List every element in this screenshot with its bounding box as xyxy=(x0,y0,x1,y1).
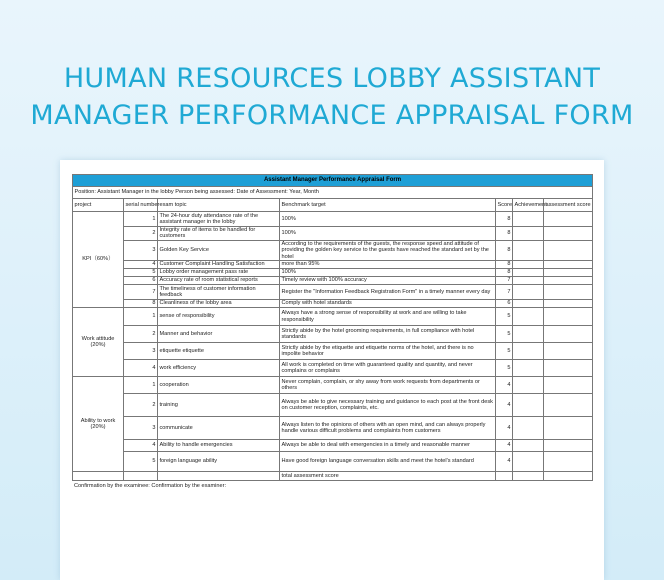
benchmark-target-cell: more than 95% xyxy=(280,261,496,269)
achievement-cell xyxy=(513,227,544,241)
score-cell: 4 xyxy=(496,440,513,452)
benchmark-target-cell: Register the "Information Feedback Registration Form" in a timely manner every day xyxy=(280,285,496,300)
score-cell: 7 xyxy=(496,285,513,300)
achievement-cell xyxy=(513,452,544,472)
total-assessment-label: total assessment score xyxy=(280,472,496,481)
header-score: Score xyxy=(496,199,513,212)
serial-number-cell: 7 xyxy=(124,285,158,300)
group-name xyxy=(73,377,124,472)
serial-number-cell: 5 xyxy=(124,269,158,277)
page-title xyxy=(0,60,664,134)
exam-topic-cell: Accuracy rate of room statistical reports xyxy=(158,277,280,285)
total-empty-1 xyxy=(73,472,124,481)
header-project: project xyxy=(73,199,124,212)
achievement-cell xyxy=(513,277,544,285)
page-title-line-1: HUMAN RESOURCES LOBBY ASSISTANT xyxy=(63,63,601,94)
assessment-score-cell xyxy=(544,343,593,360)
serial-number-cell: 2 xyxy=(124,227,158,241)
score-cell: 8 xyxy=(496,227,513,241)
serial-number-cell: 5 xyxy=(124,452,158,472)
achievement-cell xyxy=(513,417,544,440)
group-name-label: Ability to work (20%) xyxy=(80,417,116,431)
table-row xyxy=(73,452,593,472)
score-cell: 7 xyxy=(496,277,513,285)
score-cell: 5 xyxy=(496,360,513,377)
benchmark-target-cell: Strictly abide by the hotel grooming requirements, in full compliance with hotel standards xyxy=(280,326,496,343)
serial-number-cell: 1 xyxy=(124,377,158,394)
exam-topic-cell: training xyxy=(158,394,280,417)
serial-number-cell: 3 xyxy=(124,343,158,360)
serial-number-cell: 4 xyxy=(124,360,158,377)
achievement-cell xyxy=(513,308,544,326)
assessment-score-cell xyxy=(544,285,593,300)
banner-row xyxy=(73,175,593,187)
serial-number-cell: 3 xyxy=(124,240,158,260)
total-empty-6 xyxy=(544,472,593,481)
benchmark-target-cell: All work is completed on time with guaranteed quality and quantity, and never complains or complains xyxy=(280,360,496,377)
benchmark-target-cell: 100% xyxy=(280,212,496,227)
total-empty-4 xyxy=(496,472,513,481)
total-row xyxy=(73,472,593,481)
header-achievement: Achievement xyxy=(513,199,544,212)
group-name-label: Work attitude (20%) xyxy=(81,335,115,349)
serial-number-cell: 4 xyxy=(124,440,158,452)
score-cell: 8 xyxy=(496,240,513,260)
score-cell: 8 xyxy=(496,261,513,269)
achievement-cell xyxy=(513,269,544,277)
table-row xyxy=(73,277,593,285)
exam-topic-cell: Customer Complaint Handling Satisfaction xyxy=(158,261,280,269)
serial-number-cell: 6 xyxy=(124,277,158,285)
score-cell: 4 xyxy=(496,394,513,417)
form-banner: Assistant Manager Performance Appraisal Form xyxy=(73,175,593,187)
benchmark-target-cell: Always be able to deal with emergencies in a timely and reasonable manner xyxy=(280,440,496,452)
benchmark-target-cell: 100% xyxy=(280,227,496,241)
score-cell: 8 xyxy=(496,212,513,227)
assessment-score-cell xyxy=(544,212,593,227)
header-assessment-score: assessment score xyxy=(544,199,593,212)
assessment-score-cell xyxy=(544,261,593,269)
table-row xyxy=(73,326,593,343)
assessment-score-cell xyxy=(544,269,593,277)
achievement-cell xyxy=(513,261,544,269)
spreadsheet-preview xyxy=(60,160,604,580)
assessment-score-cell xyxy=(544,360,593,377)
assessment-score-cell xyxy=(544,277,593,285)
benchmark-target-cell: Timely review with 100% accuracy xyxy=(280,277,496,285)
benchmark-target-cell: 100% xyxy=(280,269,496,277)
exam-topic-cell: Cleanliness of the lobby area xyxy=(158,300,280,308)
serial-number-cell: 8 xyxy=(124,300,158,308)
exam-topic-cell: sense of responsibility xyxy=(158,308,280,326)
table-row xyxy=(73,300,593,308)
benchmark-target-cell: Comply with hotel standards xyxy=(280,300,496,308)
exam-topic-cell: communicate xyxy=(158,417,280,440)
exam-topic-cell: etiquette etiquette xyxy=(158,343,280,360)
total-empty-2 xyxy=(124,472,158,481)
benchmark-target-cell: Never complain, complain, or shy away from work requests from departments or others xyxy=(280,377,496,394)
achievement-cell xyxy=(513,394,544,417)
benchmark-target-cell: Always be able to give necessary training and guidance to each post at the front desk on customer reception, complaints, etc. xyxy=(280,394,496,417)
assessment-score-cell xyxy=(544,394,593,417)
score-cell: 8 xyxy=(496,269,513,277)
exam-topic-cell: Golden Key Service xyxy=(158,240,280,260)
achievement-cell xyxy=(513,300,544,308)
table-row xyxy=(73,227,593,241)
total-empty-5 xyxy=(513,472,544,481)
serial-number-cell: 4 xyxy=(124,261,158,269)
achievement-cell xyxy=(513,285,544,300)
serial-number-cell: 2 xyxy=(124,394,158,417)
group-name-label: KPI（60%） xyxy=(82,256,114,263)
header-exam-topic: exam topic xyxy=(158,199,280,212)
assessment-score-cell xyxy=(544,227,593,241)
position-row xyxy=(73,187,593,199)
assessment-score-cell xyxy=(544,377,593,394)
benchmark-target-cell: Always listen to the opinions of others with an open mind, and can always properly handle various difficult problems and complaints from customers xyxy=(280,417,496,440)
header-serial-number: serial number xyxy=(124,199,158,212)
exam-topic-cell: Integrity rate of items to be handled for customers xyxy=(158,227,280,241)
score-cell: 6 xyxy=(496,300,513,308)
score-cell: 4 xyxy=(496,377,513,394)
table-row xyxy=(73,360,593,377)
position-line: Position: Assistant Manager in the lobby Person being assessed: Date of Assessment: Year, Month xyxy=(73,187,593,199)
table-row xyxy=(73,269,593,277)
achievement-cell xyxy=(513,240,544,260)
table-row xyxy=(73,394,593,417)
serial-number-cell: 1 xyxy=(124,212,158,227)
table-row xyxy=(73,417,593,440)
serial-number-cell: 1 xyxy=(124,308,158,326)
confirmation-row xyxy=(73,481,593,491)
table-row xyxy=(73,285,593,300)
benchmark-target-cell: Always have a strong sense of responsibility at work and are willing to take responsibility xyxy=(280,308,496,326)
score-cell: 4 xyxy=(496,417,513,440)
exam-topic-cell: The timeliness of customer information feedback xyxy=(158,285,280,300)
group-name xyxy=(73,308,124,377)
score-cell: 5 xyxy=(496,326,513,343)
serial-number-cell: 3 xyxy=(124,417,158,440)
exam-topic-cell: The 24-hour duty attendance rate of the assistant manager in the lobby xyxy=(158,212,280,227)
header-row xyxy=(73,199,593,212)
assessment-score-cell xyxy=(544,326,593,343)
benchmark-target-cell: Strictly abide by the etiquette and etiquette norms of the hotel, and there is no impolite behavior xyxy=(280,343,496,360)
assessment-score-cell xyxy=(544,417,593,440)
exam-topic-cell: Lobby order management pass rate xyxy=(158,269,280,277)
total-empty-3 xyxy=(158,472,280,481)
assessment-score-cell xyxy=(544,452,593,472)
table-row xyxy=(73,261,593,269)
assessment-score-cell xyxy=(544,440,593,452)
achievement-cell xyxy=(513,360,544,377)
page-title-line-2: MANAGER PERFORMANCE APPRAISAL FORM xyxy=(30,100,634,131)
score-cell: 5 xyxy=(496,343,513,360)
achievement-cell xyxy=(513,326,544,343)
assessment-score-cell xyxy=(544,308,593,326)
exam-topic-cell: work efficiency xyxy=(158,360,280,377)
score-cell: 5 xyxy=(496,308,513,326)
exam-topic-cell: Ability to handle emergencies xyxy=(158,440,280,452)
appraisal-table xyxy=(72,174,593,491)
table-row xyxy=(73,377,593,394)
achievement-cell xyxy=(513,377,544,394)
table-row xyxy=(73,343,593,360)
achievement-cell xyxy=(513,343,544,360)
achievement-cell xyxy=(513,440,544,452)
achievement-cell xyxy=(513,212,544,227)
confirmation-line: Confirmation by the examinee: Confirmation by the examiner: xyxy=(74,482,227,489)
exam-topic-cell: cooperation xyxy=(158,377,280,394)
table-row xyxy=(73,212,593,227)
assessment-score-cell xyxy=(544,300,593,308)
table-row xyxy=(73,308,593,326)
table-row xyxy=(73,440,593,452)
benchmark-target-cell: According to the requirements of the guests, the response speed and attitude of providing the golden key service to the guests have reached the standard set by the hotel xyxy=(280,240,496,260)
score-cell: 4 xyxy=(496,452,513,472)
header-benchmark-target: Benchmark target xyxy=(280,199,496,212)
table-row xyxy=(73,240,593,260)
group-name xyxy=(73,212,124,308)
exam-topic-cell: foreign language ability xyxy=(158,452,280,472)
serial-number-cell: 2 xyxy=(124,326,158,343)
exam-topic-cell: Manner and behavior xyxy=(158,326,280,343)
assessment-score-cell xyxy=(544,240,593,260)
benchmark-target-cell: Have good foreign language conversation skills and meet the hotel's standard xyxy=(280,452,496,472)
